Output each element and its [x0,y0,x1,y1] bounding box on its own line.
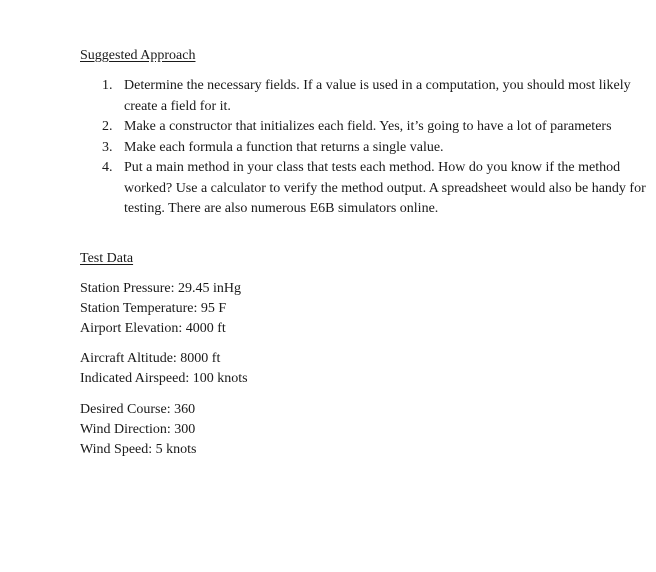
step-text: Determine the necessary fields. If a value is used in a computation, you should most likely create a field for it. [124,78,631,114]
approach-step [102,138,656,159]
step-text: Make each formula a function that returns a single value. [124,139,444,155]
aircraft-data-group [80,349,248,389]
wind-direction: Wind Direction: 300 [80,422,196,437]
approach-step [102,158,656,220]
aircraft-altitude: Aircraft Altitude: 8000 ft [80,351,221,366]
step-number: 3. [102,139,113,155]
approach-step [102,117,656,138]
wind-speed: Wind Speed: 5 knots [80,442,197,457]
step-number: 2. [102,119,113,134]
course-data-group [80,400,196,460]
station-data-group [80,279,241,339]
station-pressure: Station Pressure: 29.45 inHg [80,281,241,296]
step-number: 4. [102,160,113,175]
station-temperature: Station Temperature: 95 F [80,301,227,316]
step-number: 1. [102,78,113,93]
step-text: Put a main method in your class that tests each method. How do you know if the method worked? Use a calculator to verify the method output. A spreadsheet would also be handy for testing. There are also numerous E6B simulators online. [124,160,646,216]
approach-step [102,76,656,117]
suggested-approach-heading: Suggested Approach [80,48,196,63]
approach-steps-list [102,76,656,220]
airport-elevation: Airport Elevation: 4000 ft [80,321,226,336]
test-data-heading: Test Data [80,251,134,266]
desired-course: Desired Course: 360 [80,402,196,417]
step-text: Make a constructor that initializes each field. Yes, it’s going to have a lot of parameters [124,119,612,134]
indicated-airspeed: Indicated Airspeed: 100 knots [80,371,248,386]
